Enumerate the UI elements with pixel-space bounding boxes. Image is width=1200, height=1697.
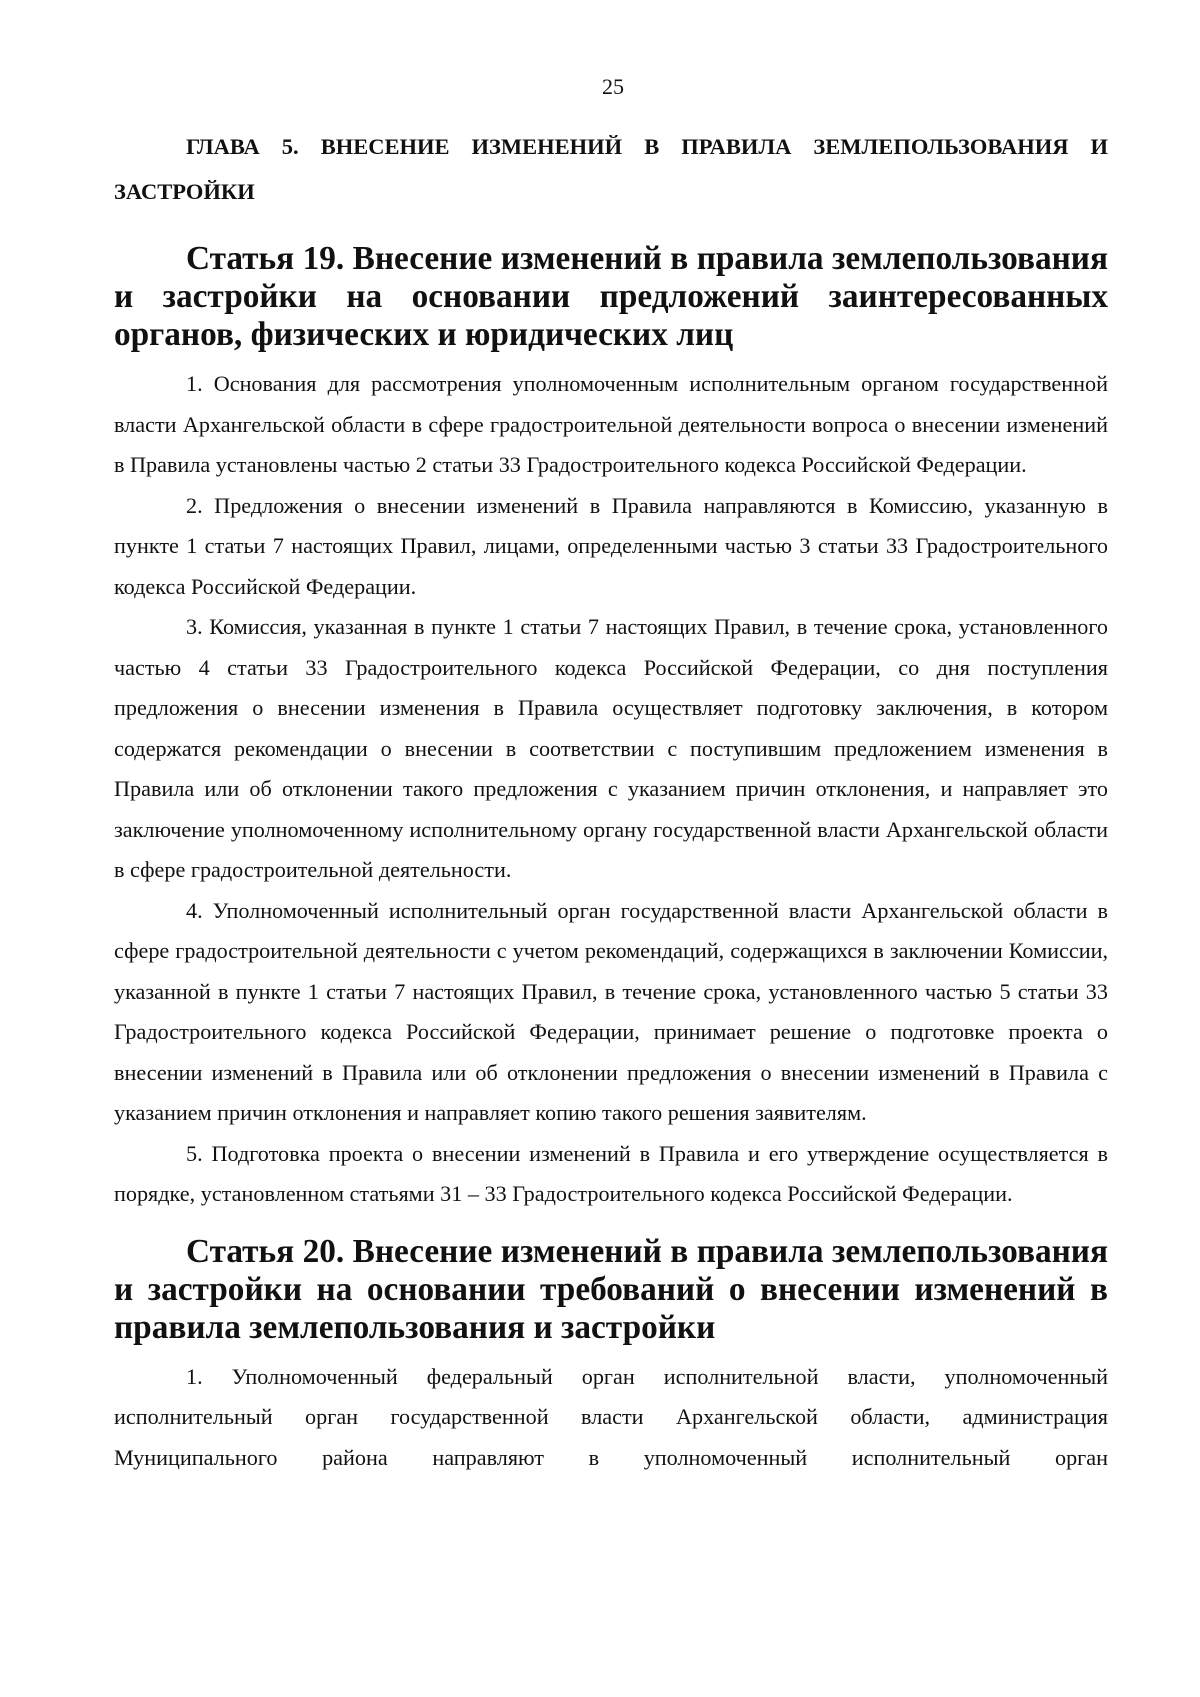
paragraph: 3. Комиссия, указанная в пункте 1 статьи 7 настоящих Правил, в течение срока, установленного частью 4 статьи 33 Градостроительного кодекса Российской Федерации, со дня поступления предложения о внесении изменения в Правила осуществляет подготовку заключения, в котором содержатся рекомендации о внесении в соответствии с поступившим предложением изменения в Правила или об отклонении такого предложения с указанием причин отклонения, и направляет это заключение уполномоченному исполнительному органу государственной власти Архангельской области в сфере градостроительной деятельности. (114, 614, 1108, 882)
article-20 (114, 1233, 1108, 1479)
document-body (114, 124, 1108, 1478)
page-number: 25 (602, 74, 624, 99)
article-title: Статья 19. Внесение изменений в правила землепользования и застройки на основании предложений заинтересованных органов, физических и юридических лиц (114, 240, 1108, 353)
paragraph: 1. Уполномоченный федеральный орган исполнительной власти, уполномоченный исполнительный орган государственной власти Архангельской области, администрация Муниципального района направляют в уполномоченный исполнительный орган (114, 1363, 1108, 1470)
article-title: Статья 20. Внесение изменений в правила землепользования и застройки на основании требований о внесении изменений в правила землепользования и застройки (114, 1232, 1108, 1346)
paragraph: 1. Основания для рассмотрения уполномоченным исполнительным органом государственной власти Архангельской области в сфере градостроительной деятельности вопроса о внесении изменений в Правила установлены частью 2 статьи 33 Градостроительного кодекса Российской Федерации. (114, 371, 1108, 477)
paragraph: 2. Предложения о внесении изменений в Правила направляются в Комиссию, указанную в пункте 1 статьи 7 настоящих Правил, лицами, определенными частью 3 статьи 33 Градостроительного кодекса Российской Федерации. (114, 492, 1108, 599)
article-19 (114, 240, 1108, 1215)
paragraph: 5. Подготовка проекта о внесении изменений в Правила и его утверждение осуществляется в порядке, установленном статьями 31 – 33 Градостроительного кодекса Российской Федерации. (114, 1140, 1108, 1206)
paragraph: 4. Уполномоченный исполнительный орган государственной власти Архангельской области в сфере градостроительной деятельности с учетом рекомендаций, содержащихся в заключении Комиссии, указанной в пункте 1 статьи 7 настоящих Правил, в течение срока, установленного частью 5 статьи 33 Градостроительного кодекса Российской Федерации, принимает решение о подготовке проекта о внесении изменений в Правила или об отклонении предложения о внесении изменений в Правила с указанием причин отклонения и направляет копию такого решения заявителям. (114, 897, 1108, 1125)
chapter-title: ГЛАВА 5. ВНЕСЕНИЕ ИЗМЕНЕНИЙ В ПРАВИЛА ЗЕМЛЕПОЛЬЗОВАНИЯ И ЗАСТРОЙКИ (114, 134, 1108, 204)
